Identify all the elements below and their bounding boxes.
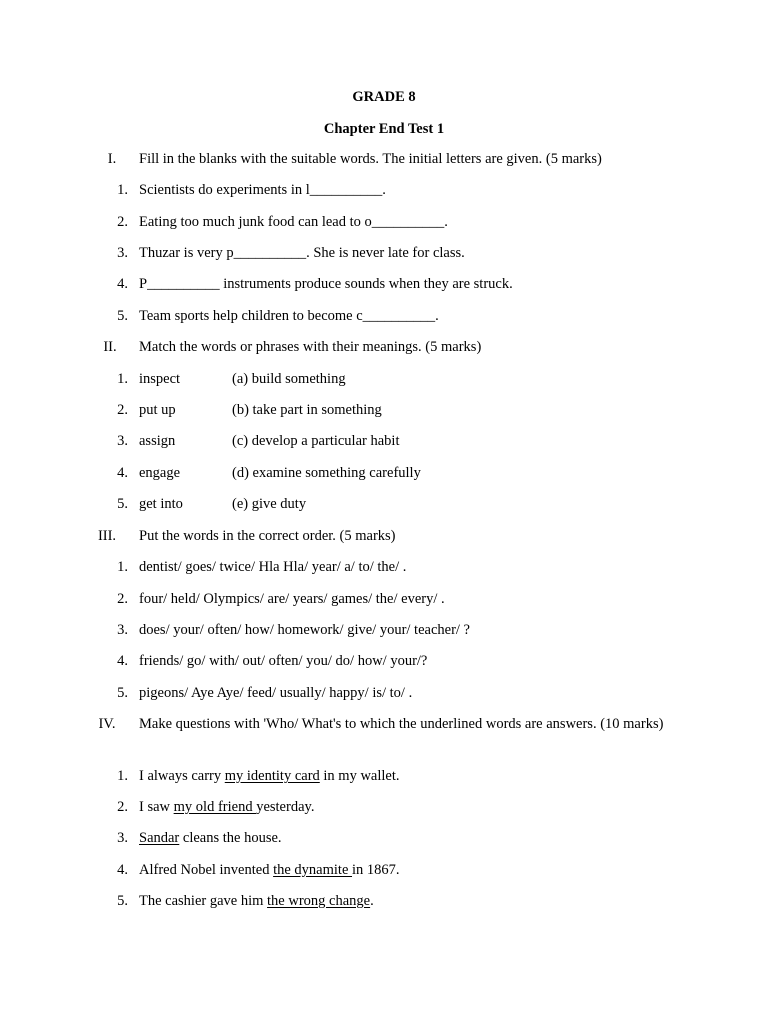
item-number: 4. [117,465,128,481]
item-text: does/ your/ often/ how/ homework/ give/ your/ teacher/ ? [139,622,470,638]
item-text: friends/ go/ with/ out/ often/ you/ do/ how/ your/? [139,653,428,669]
item-number: 3. [117,622,128,638]
match-meaning: (e) give duty [232,496,307,512]
item-text: dentist/ goes/ twice/ Hla Hla/ year/ a/ to/ the/ . [139,559,407,575]
section-1-instruction: Fill in the blanks with the suitable words. The initial letters are given. (5 marks) [139,151,602,167]
item-number: 4. [117,276,128,292]
item-number: 2. [117,799,128,815]
item-number: 4. [117,862,128,878]
item-number: 5. [117,308,128,324]
match-word: engage [139,465,181,481]
item-number: 2. [117,591,128,607]
item-text-after: cleans the house. [179,830,282,846]
item-number: 2. [117,214,128,230]
underlined-answer: my identity card [224,768,320,784]
test-title: Chapter End Test 1 [323,121,445,137]
item-text-after: in 1867. [352,862,400,878]
item-number: 3. [117,433,128,449]
match-meaning: (b) take part in something [232,402,382,418]
item-text: Eating too much junk food can lead to o__________. [139,214,448,230]
item-text [139,828,282,848]
underlined-answer: the dynamite [273,862,353,878]
item-text-before: I always carry [139,768,225,784]
item-text-before: I saw [139,799,174,815]
item-text: P__________ instruments produce sounds when they are struck. [139,276,513,292]
match-meaning: (a) build something [232,371,346,387]
section-4-numeral: IV. [98,716,116,732]
match-meaning: (d) examine something carefully [232,465,421,481]
item-number: 5. [117,685,128,701]
match-word: put up [139,402,176,418]
section-2-numeral: II. [103,339,117,355]
item-text-after: yesterday. [256,799,315,815]
section-1-numeral: I. [107,151,117,167]
item-text [139,891,374,911]
item-number: 1. [117,559,128,575]
item-text-after: in my wallet. [319,768,400,784]
item-text: Thuzar is very p__________. She is never late for class. [139,245,465,261]
section-3-numeral: III. [97,528,117,544]
section-4-instruction: Make questions with 'Who/ What's to which the underlined words are answers. (10 marks) [139,716,664,732]
item-text [139,766,400,786]
underlined-answer: the wrong change [267,893,371,909]
item-text: pigeons/ Aye Aye/ feed/ usually/ happy/ is/ to/ . [139,685,413,701]
match-word: assign [139,433,176,449]
underlined-answer: Sandar [139,830,180,846]
item-text-before: The cashier gave him [139,893,268,909]
item-number: 3. [117,830,128,846]
item-number: 4. [117,653,128,669]
section-2-instruction: Match the words or phrases with their meanings. (5 marks) [139,339,482,355]
match-word: get into [139,496,183,512]
item-number: 1. [117,371,128,387]
item-text-before: Alfred Nobel invented [139,862,274,878]
section-3-instruction: Put the words in the correct order. (5 marks) [139,528,396,544]
match-word: inspect [139,371,181,387]
item-number: 1. [117,768,128,784]
item-number: 5. [117,496,128,512]
item-text: four/ held/ Olympics/ are/ years/ games/ the/ every/ . [139,591,445,607]
item-number: 3. [117,245,128,261]
item-number: 5. [117,893,128,909]
match-meaning: (c) develop a particular habit [232,433,400,449]
item-text: Scientists do experiments in l__________. [139,182,386,198]
item-text-after: . [370,893,374,909]
underlined-answer: my old friend [173,799,257,815]
item-number: 1. [117,182,128,198]
item-number: 2. [117,402,128,418]
item-text [139,860,400,880]
item-text [139,797,314,817]
item-text: Team sports help children to become c__________. [139,308,439,324]
grade-heading: GRADE 8 [352,89,416,105]
